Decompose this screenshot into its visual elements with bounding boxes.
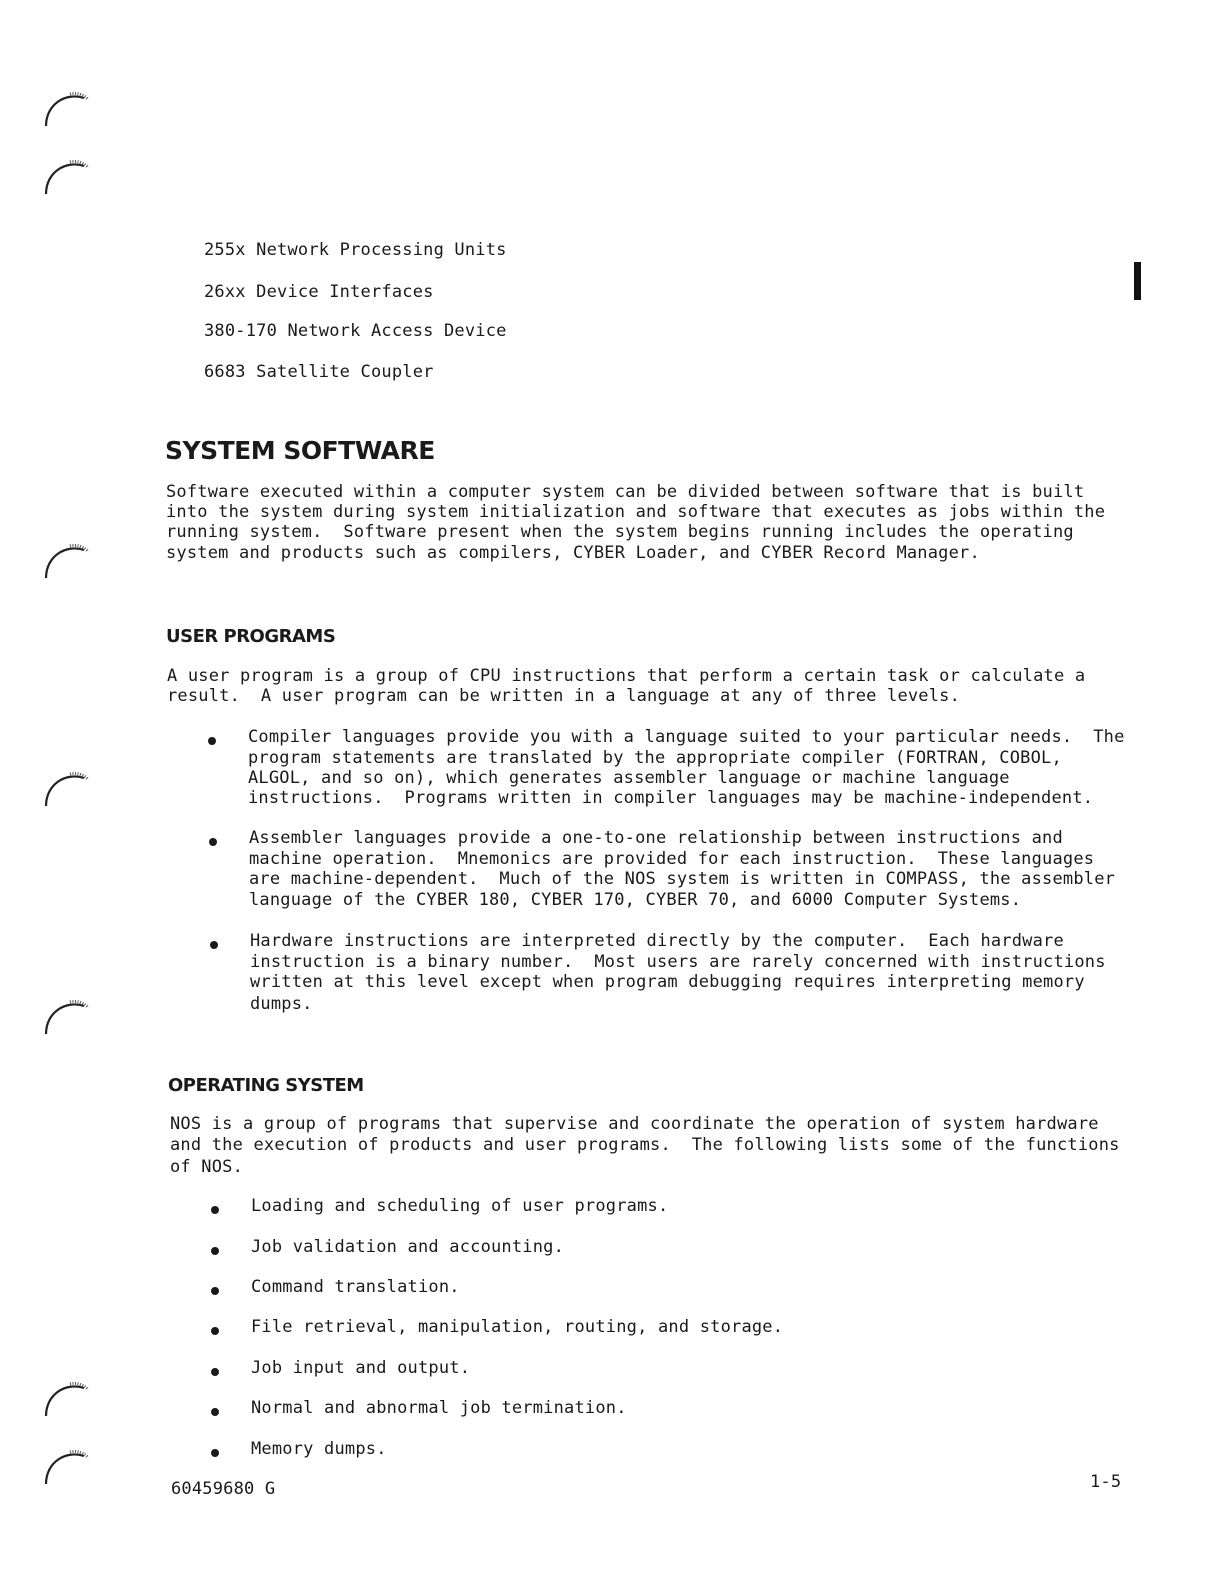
list-item: Command translation. xyxy=(251,1277,460,1297)
list-item-line: machine operation. Mnemonics are provided for each instruction. These languages xyxy=(249,849,1095,869)
section-heading-user-programs: USER PROGRAMS xyxy=(166,626,336,647)
list-item-line: are machine-dependent. Much of the NOS system is written in COMPASS, the assembler xyxy=(249,869,1116,889)
punch-hole-mark xyxy=(36,86,106,146)
bullet-icon xyxy=(211,1368,219,1376)
list-item-line: Compiler languages provide you with a language suited to your particular needs. The xyxy=(248,727,1125,747)
paragraph-line: and the execution of products and user programs. The following lists some of the functions xyxy=(170,1135,1120,1155)
paragraph-line: NOS is a group of programs that supervise and coordinate the operation of system hardware xyxy=(170,1114,1099,1134)
bullet-icon xyxy=(211,1206,219,1214)
bullet-icon xyxy=(209,838,217,846)
list-item-line: dumps. xyxy=(250,994,313,1014)
equipment-item: 380-170 Network Access Device xyxy=(204,321,507,341)
list-item: Loading and scheduling of user programs. xyxy=(251,1196,669,1216)
list-item-line: Hardware instructions are interpreted directly by the computer. Each hardware xyxy=(250,931,1064,951)
paragraph-line: system and products such as compilers, CYBER Loader, and CYBER Record Manager. xyxy=(166,543,980,563)
page-number: 1-5 xyxy=(1090,1472,1122,1492)
equipment-item: 26xx Device Interfaces xyxy=(204,282,434,302)
equipment-item: 6683 Satellite Coupler xyxy=(204,362,434,382)
list-item-line: program statements are translated by the appropriate compiler (FORTRAN, COBOL, xyxy=(248,748,1062,768)
bullet-icon xyxy=(211,1287,219,1295)
list-item-line: Assembler languages provide a one-to-one relationship between instructions and xyxy=(249,828,1063,848)
list-item: Job validation and accounting. xyxy=(251,1237,565,1257)
change-bar xyxy=(1134,262,1141,300)
punch-hole-mark xyxy=(36,1376,106,1436)
publication-number: 60459680 G xyxy=(171,1479,276,1499)
list-item: Normal and abnormal job termination. xyxy=(251,1398,627,1418)
bullet-icon xyxy=(208,737,216,745)
list-item-line: written at this level except when program debugging requires interpreting memory xyxy=(250,972,1085,992)
list-item-line: ALGOL, and so on), which generates assembler language or machine language xyxy=(248,768,1010,788)
paragraph-line: A user program is a group of CPU instructions that perform a certain task or calculate a xyxy=(167,666,1086,686)
bullet-icon xyxy=(211,1408,219,1416)
bullet-icon xyxy=(211,1327,219,1335)
list-item: File retrieval, manipulation, routing, and storage. xyxy=(251,1317,784,1337)
list-item-line: instructions. Programs written in compiler languages may be machine-independent. xyxy=(248,788,1094,808)
paragraph-line: Software executed within a computer system can be divided between software that is built xyxy=(166,482,1085,502)
list-item: Job input and output. xyxy=(251,1358,471,1378)
list-item-line: language of the CYBER 180, CYBER 170, CYBER 70, and 6000 Computer Systems. xyxy=(249,890,1022,910)
punch-hole-mark xyxy=(36,154,106,214)
bullet-icon xyxy=(211,1247,219,1255)
section-heading-system-software: SYSTEM SOFTWARE xyxy=(165,436,435,465)
equipment-item: 255x Network Processing Units xyxy=(204,240,507,260)
list-item-line: instruction is a binary number. Most users are rarely concerned with instructions xyxy=(250,952,1106,972)
section-heading-operating-system: OPERATING SYSTEM xyxy=(168,1075,364,1096)
punch-hole-mark xyxy=(36,766,106,826)
list-item: Memory dumps. xyxy=(251,1439,387,1459)
bullet-icon xyxy=(210,941,218,949)
paragraph-line: of NOS. xyxy=(170,1157,244,1177)
paragraph-line: into the system during system initialization and software that executes as jobs within the xyxy=(166,502,1106,522)
punch-hole-mark xyxy=(36,538,106,598)
punch-hole-mark xyxy=(36,1444,106,1504)
paragraph-line: running system. Software present when the system begins running includes the operating xyxy=(166,522,1074,542)
punch-hole-mark xyxy=(36,994,106,1054)
paragraph-line: result. A user program can be written in a language at any of three levels. xyxy=(167,686,961,706)
bullet-icon xyxy=(211,1449,219,1457)
